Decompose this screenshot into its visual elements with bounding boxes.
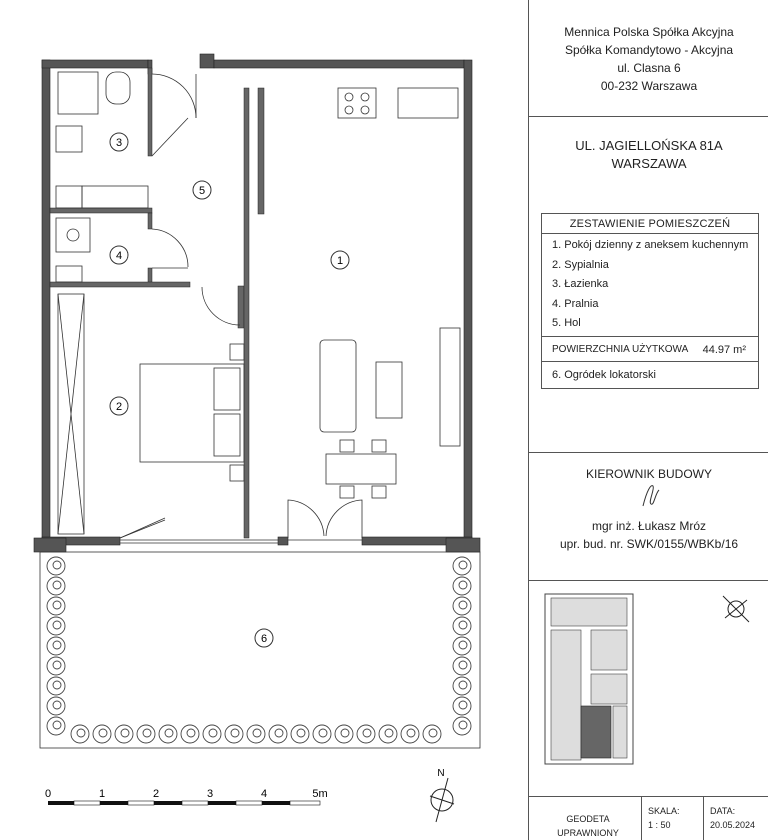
shrub-icon: [459, 701, 467, 709]
company-line-3: ul. Clasna 6: [617, 61, 681, 75]
shrub-icon: [121, 729, 129, 737]
manager-name: mgr inż. Łukasz Mróz: [591, 519, 707, 533]
shrub-icon: [53, 601, 61, 609]
shrub-icon: [209, 729, 217, 737]
shrub-icon: [459, 581, 467, 589]
usable-area-value: 44.97 m²: [702, 343, 746, 356]
shrub-icon: [53, 641, 61, 649]
scale-tick-1: 1: [98, 788, 106, 800]
shrub-icon: [53, 681, 61, 689]
room-number-2: 2: [115, 401, 123, 413]
scale-tick-2: 2: [152, 788, 160, 800]
surveyor-label: GEODETA UPRAWNIONY: [557, 814, 619, 838]
divider: [529, 452, 768, 453]
usable-area-label: POWIERZCHNIA UŻYTKOWA: [552, 343, 689, 355]
company-line-1: Mennica Polska Spółka Akcyjna: [564, 25, 734, 39]
title-block: [528, 0, 768, 840]
date-label: DATA:: [710, 806, 736, 816]
garden: [40, 552, 480, 748]
divider: [529, 580, 768, 581]
garden-item: 6. Ogródek lokatorski: [552, 368, 656, 381]
scale-tick-4: 4: [260, 788, 268, 800]
divider: [529, 116, 768, 117]
shrub-icon: [53, 581, 61, 589]
scale-cell: [641, 796, 703, 840]
exterior-walls: [34, 54, 480, 552]
building-key-plan: [539, 590, 639, 770]
scale-value: 1 : 50: [648, 820, 671, 830]
rooms-table-title: ZESTAWIENIE POMIESZCZEŃ: [542, 214, 758, 234]
shrub-icon: [459, 661, 467, 669]
shrub-icon: [407, 729, 415, 737]
shrub-icon: [297, 729, 305, 737]
shrub-icon: [77, 729, 85, 737]
room-item: 5. Hol: [552, 317, 581, 329]
shrub-icon: [385, 729, 393, 737]
shrub-icon: [459, 681, 467, 689]
north-arrow-icon: [430, 768, 454, 822]
room-item: 2. Sypialnia: [552, 258, 609, 271]
shrub-icon: [459, 641, 467, 649]
company-line-4: 00-232 Warszawa: [600, 79, 698, 93]
key-plan-north-icon: [719, 592, 753, 626]
shrub-icon: [53, 721, 61, 729]
date-cell: [703, 796, 768, 840]
scale-bar: [45, 788, 328, 805]
shrub-icon: [459, 721, 467, 729]
surveyor-cell: [529, 796, 641, 840]
shrub-icon: [99, 729, 107, 737]
scale-tick-5: 5m: [312, 788, 328, 800]
shrub-icon: [53, 701, 61, 709]
shrub-icon: [429, 729, 437, 737]
room-number-4: 4: [115, 250, 123, 262]
manager-license: upr. bud. nr. SWK/0155/WBKb/16: [559, 537, 739, 551]
shrub-icon: [275, 729, 283, 737]
manager-title: KIEROWNIK BUDOWY: [585, 467, 712, 481]
room-number-1: 1: [336, 255, 344, 267]
shrub-icon: [143, 729, 151, 737]
room-number-5: 5: [198, 185, 206, 197]
shrub-icon: [231, 729, 239, 737]
north-label: N: [437, 768, 445, 779]
shrub-icon: [53, 561, 61, 569]
room-item: 3. Łazienka: [552, 278, 609, 290]
room-item: 4. Pralnia: [552, 297, 599, 310]
shrub-icon: [53, 621, 61, 629]
company-line-2: Spółka Komandytowo - Akcyjna: [564, 43, 734, 57]
scale-tick-0: 0: [44, 788, 52, 800]
usable-area-row: [542, 336, 758, 362]
room-item: 1. Pokój dzienny z aneksem kuchennym: [552, 239, 749, 251]
garden-shrubs: [47, 557, 471, 743]
rooms-table: [541, 213, 759, 389]
shrub-icon: [341, 729, 349, 737]
shrub-icon: [187, 729, 195, 737]
scale-tick-3: 3: [206, 788, 214, 800]
shrub-icon: [363, 729, 371, 737]
address-line-1: UL. JAGIELLOŃSKA 81A: [575, 138, 723, 153]
shrub-icon: [53, 661, 61, 669]
shrub-icon: [253, 729, 261, 737]
date-value: 20.05.2024: [710, 820, 756, 830]
room-number-3: 3: [115, 137, 123, 149]
address-line-2: WARSZAWA: [611, 156, 687, 171]
shrub-icon: [319, 729, 327, 737]
shrub-icon: [459, 601, 467, 609]
room-number-6: 6: [260, 633, 268, 645]
shrub-icon: [459, 561, 467, 569]
signature-icon: [639, 480, 663, 510]
shrub-icon: [459, 621, 467, 629]
scale-label: SKALA:: [648, 806, 680, 816]
shrub-icon: [165, 729, 173, 737]
